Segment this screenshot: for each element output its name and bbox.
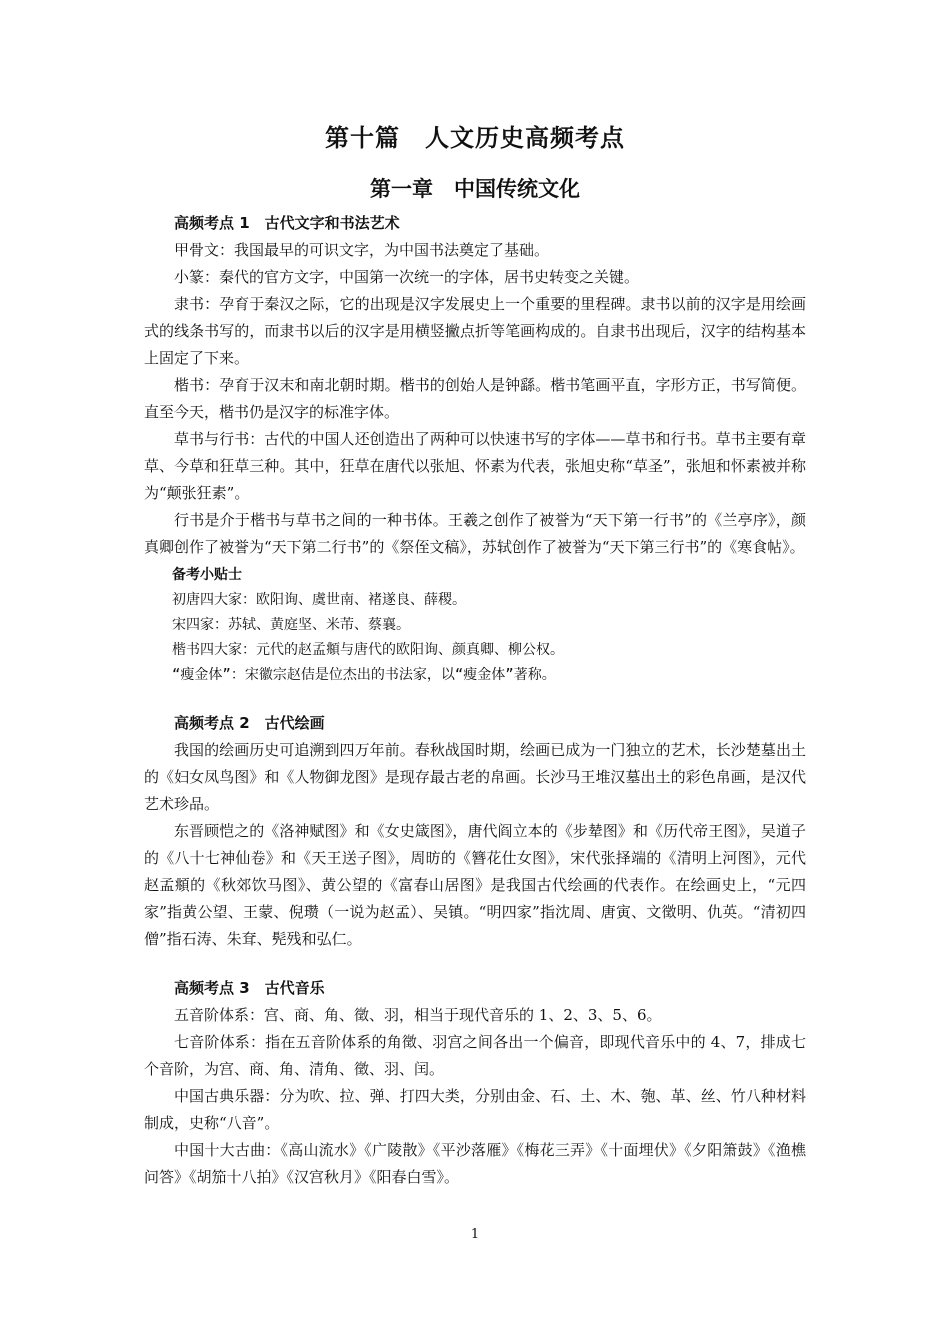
page-number: 1: [470, 1227, 480, 1242]
section-title: 高频考点 1 古代文字和书法艺术: [174, 214, 400, 232]
page-content: [144, 118, 806, 1191]
paragraph: 我国的绘画历史可追溯到四万年前。春秋战国时期，绘画已成为一门独立的艺术，长沙楚墓出土的《妇女凤鸟图》和《人物御龙图》是现存最古老的帛画。长沙马王堆汉墓出土的彩色帛画，是汉代艺术珍品。: [144, 741, 806, 813]
section-painting: [144, 710, 806, 953]
paragraph: 东晋顾恺之的《洛神赋图》和《女史箴图》，唐代阎立本的《步辇图》和《历代帝王图》，吴道子的《八十七神仙卷》和《天王送子图》，周昉的《簪花仕女图》，宋代张择端的《清明上河图》，元代赵孟頫的《秋郊饮马图》、黄公望的《富春山居图》是我国古代绘画的代表作。在绘画史上，“元四家”指黄公望、王蒙、倪瓒（一说为赵孟）、吴镇。“明四家”指沈周、唐寅、文徵明、仇英。“清初四僧”指石涛、朱耷、髡残和弘仁。: [144, 822, 806, 948]
tip-item: 宋四家：苏轼、黄庭坚、米芾、蔡襄。: [172, 617, 410, 633]
tip-item: 初唐四大家：欧阳询、虞世南、褚遂良、薛稷。: [172, 592, 466, 608]
paragraph: 中国古典乐器：分为吹、拉、弹、打四大类，分别由金、石、土、木、匏、革、丝、竹八种材料制成，史称“八音”。: [144, 1087, 806, 1132]
paragraph: 七音阶体系：指在五音阶体系的角徵、羽宫之间各出一个偏音，即现代音乐中的 4、7，排成七个音阶，为宫、商、角、清角、徵、羽、闰。: [144, 1033, 806, 1078]
paragraph: 五音阶体系：宫、商、角、徵、羽，相当于现代音乐的 1、2、3、5、6。: [174, 1006, 662, 1024]
tips-title: 备考小贴士: [172, 567, 242, 583]
paragraph: 草书与行书：古代的中国人还创造出了两种可以快速书写的字体——草书和行书。草书主要有章草、今草和狂草三种。其中，狂草在唐代以张旭、怀素为代表，张旭史称“草圣”，张旭和怀素被并称为“颠张狂素”。: [144, 430, 806, 502]
tip-item: 楷书四大家：元代的赵孟頫与唐代的欧阳询、颜真卿、柳公权。: [172, 642, 564, 658]
paragraph: 中国十大古曲：《高山流水》《广陵散》《平沙落雁》《梅花三弄》《十面埋伏》《夕阳箫鼓》《渔樵问答》《胡笳十八拍》《汉宫秋月》《阳春白雪》。: [144, 1141, 806, 1186]
section-music: [144, 975, 806, 1191]
section-calligraphy: [144, 210, 806, 688]
tip-item: “瘦金体”：宋徽宗赵佶是位杰出的书法家，以“瘦金体”著称。: [172, 667, 556, 683]
paragraph: 小篆：秦代的官方文字，中国第一次统一的字体，居书史转变之关键。: [174, 268, 640, 286]
section-title: 高频考点 3 古代音乐: [174, 979, 325, 997]
section-title: 高频考点 2 古代绘画: [174, 714, 325, 732]
paragraph: 甲骨文：我国最早的可识文字，为中国书法奠定了基础。: [174, 241, 550, 259]
paragraph: 楷书：孕育于汉末和南北朝时期。楷书的创始人是钟繇。楷书笔画平直，字形方正，书写简便。直至今天，楷书仍是汉字的标准字体。: [144, 376, 806, 421]
paragraph: 隶书：孕育于秦汉之际，它的出现是汉字发展史上一个重要的里程碑。隶书以前的汉字是用绘画式的线条书写的，而隶书以后的汉字是用横竖撇点折等笔画构成的。自隶书出现后，汉字的结构基本上固定了下来。: [144, 295, 806, 367]
chapter-title: 第一章 中国传统文化: [370, 177, 580, 201]
study-tips-box: [144, 563, 806, 688]
part-title: 第十篇 人文历史高频考点: [325, 124, 625, 152]
paragraph: 行书是介于楷书与草书之间的一种书体。王羲之创作了被誉为“天下第一行书”的《兰亭序》，颜真卿创作了被誉为“天下第二行书”的《祭侄文稿》，苏轼创作了被誉为“天下第三行书”的《寒食帖》。: [144, 511, 806, 556]
